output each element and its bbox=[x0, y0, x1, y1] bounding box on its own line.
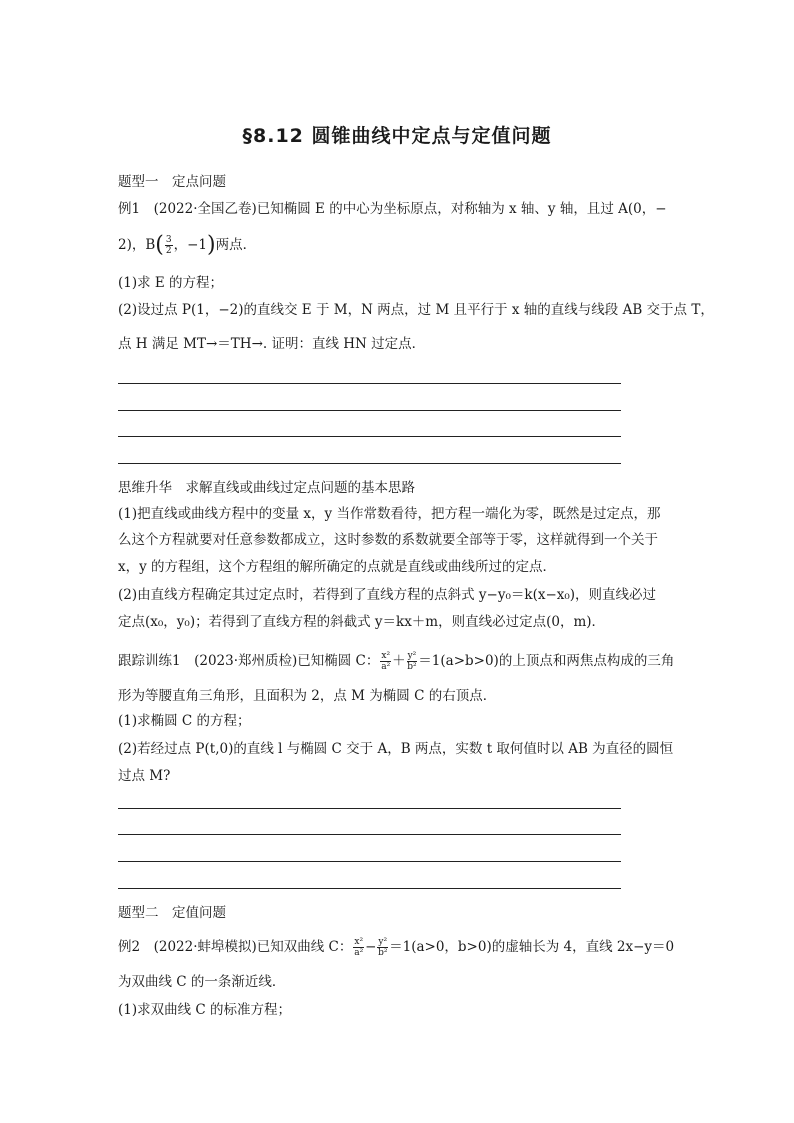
answer-line bbox=[118, 436, 621, 437]
training1-line2: 形为等腰直角三角形，且面积为 2，点 M 为椭圆 C 的右顶点． bbox=[118, 688, 497, 704]
answer-line bbox=[118, 383, 621, 384]
example1-point-b: 2)，B bbox=[118, 237, 156, 253]
training1-question1: (1)求椭圆 C 的方程； bbox=[118, 713, 251, 729]
answer-line bbox=[118, 808, 621, 809]
fraction: $\frac{\text{y²}}{\text{b²}}$ bbox=[378, 937, 388, 958]
fraction: $\frac{\text{x²}}{\text{a²}}$ bbox=[381, 651, 391, 672]
training1-question2-line2: 过点 M? bbox=[118, 768, 171, 784]
example2-line2: 为双曲线 C 的一条渐近线． bbox=[118, 974, 286, 990]
training1-question2-line1: (2)若经过点 P(t,0)的直线 l 与椭圆 C 交于 A，B 两点，实数 t 取何值时以 AB 为直径的圆恒 bbox=[118, 741, 674, 757]
thinking-p1-line3: x，y 的方程组，这个方程组的解所确定的点就是直线或曲线所过的定点． bbox=[118, 559, 557, 575]
answer-line bbox=[118, 861, 621, 862]
answer-line bbox=[118, 888, 621, 889]
section-heading-fixed-value: 题型二 定值问题 bbox=[118, 905, 226, 921]
fraction: $\frac{\text{x²}}{\text{a²}}$ bbox=[354, 937, 364, 958]
example2-line1: 例2 (2022·蚌埠模拟)已知双曲线 C： $\frac{\text{x²}}{\text{a²}}$ − $\frac{\text{y²}}{\text{b²}}$ ＝1(a>0，b>0)的虚轴长为 4，直线 2x−y＝0 bbox=[118, 937, 675, 958]
example1-question1: (1)求 E 的方程； bbox=[118, 275, 224, 291]
thinking-p2-line1: (2)由直线方程确定其过定点时，若得到了直线方程的点斜式 y−y₀＝k(x−x₀)，则直线必过 bbox=[118, 587, 657, 603]
example1-question2-line1: (2)设过点 P(1，−2)的直线交 E 于 M，N 两点，过 M 且平行于 x 轴的直线与线段 AB 交于点 T， bbox=[118, 302, 714, 318]
answer-line bbox=[118, 463, 621, 464]
example1-question2-line2: 点 H 满足 MT→＝TH→. 证明：直线 HN 过定点． bbox=[118, 336, 426, 352]
example1-line2: 2)，B( $\frac{3}{2}$ ，−1)两点． bbox=[118, 232, 257, 258]
example2-question1: (1)求双曲线 C 的标准方程； bbox=[118, 1002, 292, 1018]
thinking-p1-line1: (1)把直线或曲线方程中的变量 x，y 当作常数看待，把方程一端化为零，既然是过定点，那 bbox=[118, 506, 661, 522]
fraction: $\frac{3}{2}$ bbox=[165, 235, 172, 256]
page-title: §8.12 圆锥曲线中定点与定值问题 bbox=[242, 125, 552, 147]
fraction: $\frac{\text{y²}}{\text{b²}}$ bbox=[407, 651, 417, 672]
thinking-p2-line2: 定点(x₀，y₀)；若得到了直线方程的斜截式 y＝kx＋m，则直线必过定点(0，m)． bbox=[118, 614, 606, 630]
example1-line1: 例1 (2022·全国乙卷)已知椭圆 E 的中心为坐标原点，对称轴为 x 轴、y 轴，且过 A(0，− bbox=[118, 201, 667, 217]
thinking-heading: 思维升华 求解直线或曲线过定点问题的基本思路 bbox=[118, 480, 415, 496]
training1-line1: 跟踪训练1 (2023·郑州质检)已知椭圆 C： $\frac{\text{x²}}{\text{a²}}$ ＋ $\frac{\text{y²}}{\text{b²}}$ ＝1(a>b>0)的上顶点和两焦点构成的三角 bbox=[118, 651, 675, 672]
thinking-p1-line2: 么这个方程就要对任意参数都成立，这时参数的系数就要全部等于零，这样就得到一个关于 bbox=[118, 532, 658, 548]
answer-line bbox=[118, 410, 621, 411]
section-heading-fixed-point: 题型一 定点问题 bbox=[118, 174, 226, 190]
answer-line bbox=[118, 834, 621, 835]
